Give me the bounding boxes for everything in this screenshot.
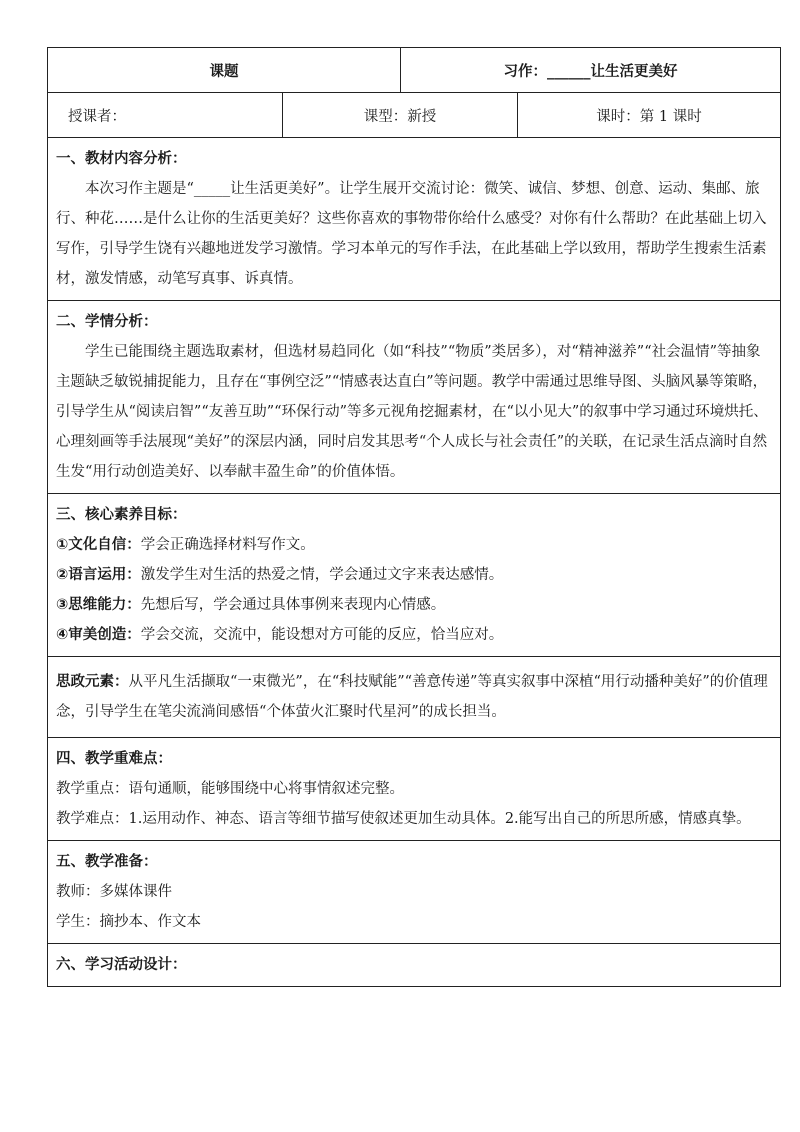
section-title: 四、教学重难点：: [56, 751, 172, 767]
goal-item: [56, 620, 770, 650]
subject-label-cell: [48, 48, 401, 93]
lesson-type-cell: [283, 93, 518, 138]
goal-text: 激发学生对生活的热爱之情，学会通过文字来表达感情。: [140, 567, 504, 583]
topic-cell: [401, 48, 781, 93]
period: 课时：第 1 课时: [596, 108, 702, 125]
section-paragraph: 学生已能围绕主题选取素材，但选材易趋同化（如“科技”“物质”类居多），对“精神滋养”“社会温情”等抽象主题缺乏敏锐捕捉能力，且存在“事例空泛”“情感表达直白”等问题。教学中需通过思维导图、头脑风暴等策略，引导学生从“阅读启智”“友善互助”“环保行动”等多元视角挖掘素材，在“以小见大”的叙事中学习通过环境烘托、心理刻画等手法展现“美好”的深层内涵，同时启发其思考“个人成长与社会责任”的关联，在记录生活点滴时自然生发“用行动创造美好、以奉献丰盈生命”的价值体悟。: [56, 344, 768, 480]
period-cell: [518, 93, 781, 138]
section-paragraph: 本次习作主题是“_____让生活更美好”。让学生展开交流讨论：微笑、诚信、梦想、创意、运动、集邮、旅行、种花……是什么让你的生活更美好？这些你喜欢的事物带你给什么感受？对你有什么帮助？在此基础上切入写作，引导学生饶有兴趣地迸发学习激情。学习本单元的写作手法，在此基础上学以致用，帮助学生搜索生活素材，激发情感，动笔写真事、诉真情。: [56, 181, 767, 287]
section-key-difficult-points: [48, 738, 781, 841]
ideology-text: 从平凡生活撷取“一束微光”，在“科技赋能”“善意传递”等真实叙事中深植“用行动播种美好”的价值理念，引导学生在笔尖流淌间感悟“个体萤火汇聚时代星河”的成长担当。: [56, 674, 768, 720]
section-activity-design: [48, 944, 781, 987]
ideology-label: 思政元素：: [56, 674, 129, 690]
goal-label: ④审美创造：: [56, 627, 141, 643]
student-preparation: 学生：摘抄本、作文本: [56, 914, 201, 930]
goal-item: [56, 560, 770, 590]
goal-text: 先想后写，学会通过具体事例来表现内心情感。: [140, 597, 446, 613]
section-material-analysis: [48, 138, 781, 301]
goal-label: ②语言运用：: [56, 567, 141, 583]
section-title: 一、教材内容分析：: [56, 151, 187, 167]
goal-item: [56, 530, 770, 560]
lesson-plan-table: [47, 47, 781, 987]
topic-prefix: 习作：: [503, 63, 547, 80]
section-core-competency-goals: [48, 494, 781, 657]
section-title: 二、学情分析：: [56, 314, 158, 330]
topic-blank: ______: [547, 63, 591, 80]
key-point: 教学重点：语句通顺，能够围绕中心将事情叙述完整。: [56, 781, 404, 797]
difficult-point: 教学难点：1.运用动作、神态、语言等细节描写使叙述更加生动具体。2.能写出自己的所思所感，情感真挚。: [56, 811, 751, 827]
meta-row: [48, 93, 781, 138]
goal-label: ③思维能力：: [56, 597, 141, 613]
lesson-type: 课型：新授: [363, 108, 437, 125]
topic-name: 让生活更美好: [590, 63, 678, 80]
subject-label: 课题: [209, 63, 239, 80]
ideology-paragraph: [56, 667, 770, 727]
section-title: 五、教学准备：: [56, 854, 158, 870]
section-title: 六、学习活动设计：: [56, 957, 187, 973]
goal-text: 学会交流，交流中，能设想对方可能的反应，恰当应对。: [140, 627, 504, 643]
header-row: [48, 48, 781, 93]
section-teaching-preparation: [48, 841, 781, 944]
teacher-cell: [48, 93, 283, 138]
goal-item: [56, 590, 770, 620]
teacher-preparation: 教师：多媒体课件: [56, 884, 172, 900]
lesson-plan-page: [47, 47, 780, 987]
goal-text: 学会正确选择材料写作文。: [140, 537, 315, 553]
teacher-label: 授课者：: [68, 108, 126, 125]
goal-label: ①文化自信：: [56, 537, 141, 553]
section-learner-analysis: [48, 301, 781, 494]
section-ideology-elements: [48, 657, 781, 738]
section-title: 三、核心素养目标：: [56, 507, 187, 523]
